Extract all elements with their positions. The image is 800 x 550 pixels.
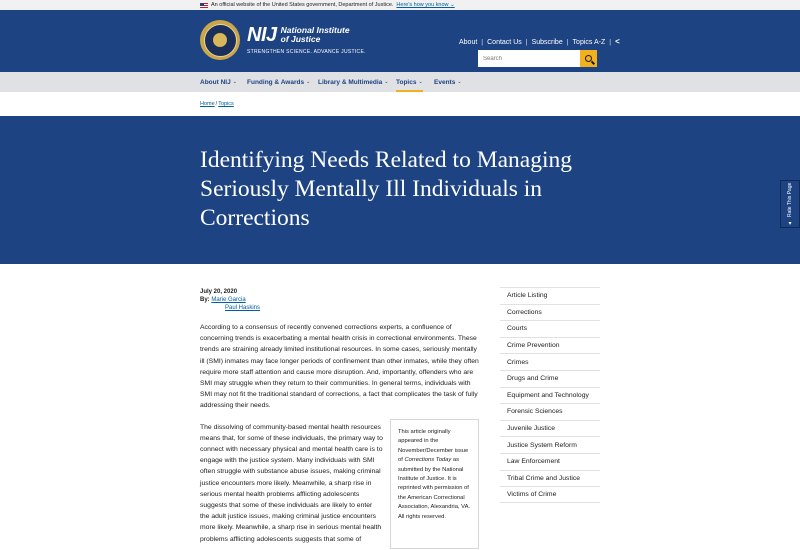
brand-tagline: STRENGTHEN SCIENCE. ADVANCE JUSTICE. bbox=[247, 49, 366, 55]
callout-text-before: This article originally appeared in the November/December issue of bbox=[398, 429, 469, 464]
rate-this-page-tab[interactable] bbox=[780, 180, 800, 228]
author-link[interactable]: Paul Haskins bbox=[225, 305, 261, 311]
search-icon bbox=[585, 55, 592, 62]
utility-link-about[interactable]: About bbox=[459, 38, 478, 46]
utility-link-topics-az[interactable]: Topics A-Z bbox=[572, 38, 606, 46]
article-date: July 20, 2020 bbox=[200, 289, 238, 295]
search-form bbox=[478, 50, 597, 67]
seal-inner bbox=[204, 24, 237, 57]
sidebar-item-victims-of-crime[interactable]: Victims of Crime bbox=[500, 486, 600, 503]
nav-item-topics[interactable]: Topics ⌄ bbox=[396, 72, 423, 92]
sidebar-item-tribal-crime[interactable]: Tribal Crime and Justice bbox=[500, 470, 600, 487]
callout-text-after: as submitted by the National Institute of Justice. It is reprinted with permission of the American Correctional Association, Alexandria, VA. All rights reserved. bbox=[398, 457, 471, 520]
breadcrumb-topics[interactable]: Topics bbox=[218, 101, 234, 107]
hero-banner bbox=[0, 116, 800, 264]
brand-short: NIJ bbox=[247, 24, 277, 46]
brand[interactable] bbox=[247, 25, 366, 55]
sidebar-item-crime-prevention[interactable]: Crime Prevention bbox=[500, 337, 600, 354]
by-label: By: bbox=[200, 297, 210, 303]
chevron-down-icon: ⌄ bbox=[232, 79, 237, 85]
chevron-down-icon: ⌄ bbox=[450, 2, 455, 8]
sidebar-item-article-listing[interactable]: Article Listing bbox=[500, 287, 600, 304]
rate-this-page-label: Rate This Page bbox=[787, 182, 793, 217]
gov-banner-text: An official website of the United States government, Department of Justice. bbox=[211, 2, 394, 8]
article-paragraph: According to a consensus of recently convened corrections experts, a confluence of concerning trends is exacerbating a mental health crisis in correctional environments. These trends are straining already limited institutional resources. In some cases, seriously mentally ill (SMI) inmates may face longer periods of confinement than other inmates, while they often require more staff attention and cause more disruption. And, importantly, offenders who are SMI may struggle when they return to their communities. In general terms, individuals with SMI may not fit the traditional standard of corrections, a fact that complicates the task of fully addressing their needs. bbox=[200, 324, 479, 410]
callout-publication: Corrections Today bbox=[404, 457, 452, 464]
breadcrumb-separator: / bbox=[215, 101, 218, 107]
sidebar-item-justice-system-reform[interactable]: Justice System Reform bbox=[500, 436, 600, 453]
topics-sidebar bbox=[500, 287, 600, 503]
share-icon[interactable] bbox=[615, 38, 623, 46]
article-paragraph: The dissolving of community-based mental health resources means that, for some of these individuals, the primary way to connect with necessary physical and mental health care is to engage with the justice system. Many individuals with SMI often struggle with substance abuse issues, making criminal justice encounters more likely. Meanwhile, a sharp rise in serious mental health problems afflicting adolescents suggests that some of these individuals are likely to enter the adult justice issues, making criminal justice encounters more likely. Meanwhile, a sharp rise in serious mental health problems afflicting adolescents suggests that some of bbox=[200, 423, 383, 543]
sidebar-item-equipment-technology[interactable]: Equipment and Technology bbox=[500, 387, 600, 404]
utility-links bbox=[459, 38, 623, 46]
seal-core bbox=[213, 33, 227, 47]
separator: | bbox=[566, 38, 569, 46]
separator: | bbox=[609, 38, 612, 46]
site-header bbox=[0, 10, 800, 72]
author-link[interactable]: Marie Garcia bbox=[211, 297, 246, 303]
chevron-down-icon: ⌄ bbox=[418, 79, 423, 85]
breadcrumb-home[interactable]: Home bbox=[200, 101, 215, 107]
arrow-up-icon: ▲ bbox=[787, 219, 793, 226]
utility-link-subscribe[interactable]: Subscribe bbox=[531, 38, 563, 46]
sidebar-item-drugs-and-crime[interactable]: Drugs and Crime bbox=[500, 370, 600, 387]
brand-full-name: National Institute of Justice bbox=[280, 25, 350, 44]
chevron-down-icon: ⌄ bbox=[384, 79, 389, 85]
utility-link-contact[interactable]: Contact Us bbox=[487, 38, 522, 46]
seal-logo[interactable] bbox=[200, 20, 240, 60]
sidebar-item-forensic-sciences[interactable]: Forensic Sciences bbox=[500, 403, 600, 420]
sidebar-item-juvenile-justice[interactable]: Juvenile Justice bbox=[500, 420, 600, 437]
chevron-down-icon: ⌄ bbox=[457, 79, 462, 85]
chevron-down-icon: ⌄ bbox=[306, 79, 311, 85]
reprint-callout bbox=[390, 419, 479, 549]
nav-item-events[interactable]: Events ⌄ bbox=[434, 78, 462, 86]
gov-banner bbox=[0, 0, 800, 10]
sidebar-item-crimes[interactable]: Crimes bbox=[500, 353, 600, 370]
nav-item-funding[interactable]: Funding & Awards ⌄ bbox=[247, 78, 311, 86]
breadcrumb bbox=[0, 92, 800, 116]
sidebar-item-corrections[interactable]: Corrections bbox=[500, 304, 600, 321]
article-meta bbox=[200, 288, 260, 312]
search-button[interactable] bbox=[580, 50, 597, 67]
separator: | bbox=[481, 38, 484, 46]
page-title: Identifying Needs Related to Managing Seriously Mentally Ill Individuals in Corrections bbox=[200, 147, 572, 231]
main-nav bbox=[0, 72, 800, 92]
search-input[interactable] bbox=[478, 50, 580, 67]
nav-item-library[interactable]: Library & Multimedia ⌄ bbox=[318, 78, 389, 86]
sidebar-item-law-enforcement[interactable]: Law Enforcement bbox=[500, 453, 600, 470]
nav-item-about[interactable]: About NIJ ⌄ bbox=[200, 78, 237, 86]
heres-how-you-know-link[interactable]: Here's how you know ⌄ bbox=[396, 2, 455, 8]
separator: | bbox=[525, 38, 528, 46]
sidebar-item-courts[interactable]: Courts bbox=[500, 320, 600, 337]
flag-icon bbox=[200, 3, 208, 8]
